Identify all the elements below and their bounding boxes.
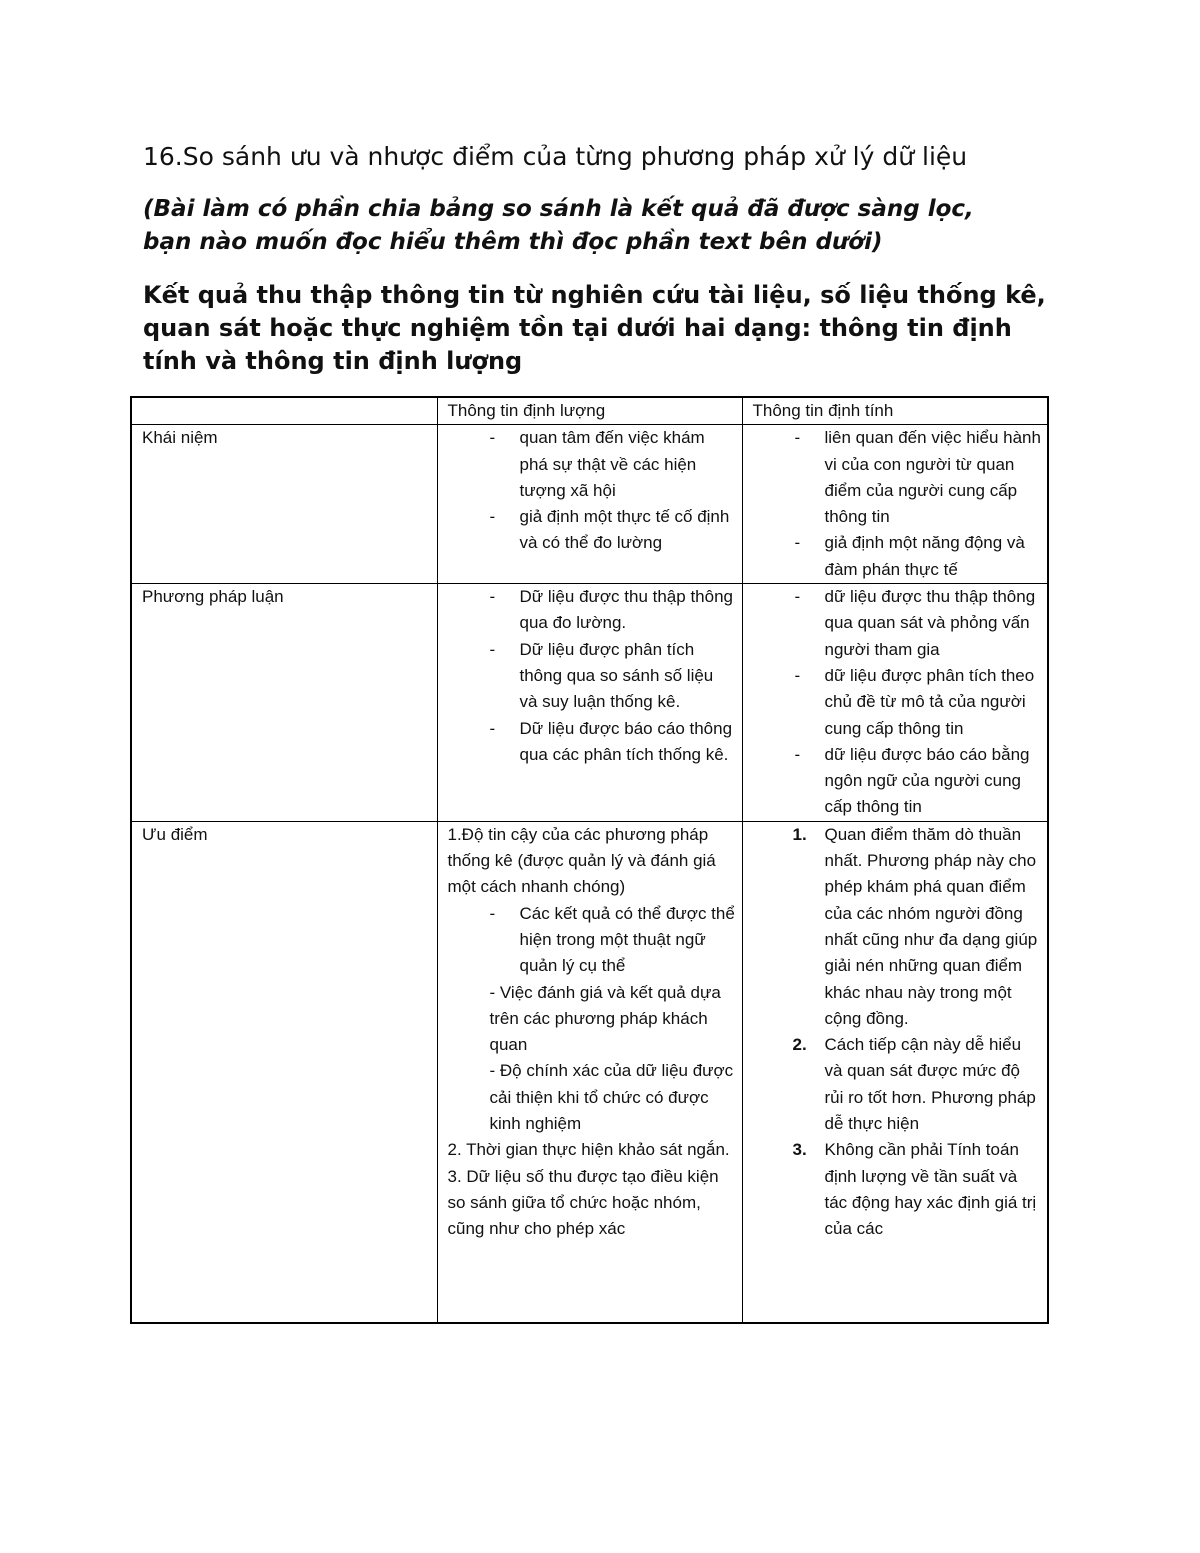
italic-note (143, 193, 1103, 259)
header-cell-empty (131, 397, 437, 425)
list-item (448, 901, 736, 980)
intro-line: Kết quả thu thập thông tin từ nghiên cứu tài liệu, số liệu thống kê, (143, 281, 1046, 309)
dash-marker: - (794, 744, 801, 764)
cell-methodology-qualitative (742, 584, 1048, 822)
comparison-table (130, 396, 1049, 1324)
cell-advantages-quantitative (437, 821, 742, 1323)
intro-line: quan sát hoặc thực nghiệm tồn tại dưới hai dạng: thông tin định (143, 314, 1012, 342)
number-marker: 3. (792, 1140, 807, 1160)
page-title: 16.So sánh ưu và nhược điểm của từng phương pháp xử lý dữ liệu (143, 142, 968, 171)
list-item (753, 742, 1042, 821)
list-item (753, 584, 1042, 663)
header-cell-quantitative: Thông tin định lượng (437, 397, 742, 425)
number-marker: 1. (792, 824, 807, 844)
list-item-text: giả định một thực tế cố định và có thể đo lường (519, 507, 730, 553)
list-item (448, 716, 736, 769)
cell-advantages-qualitative (742, 821, 1048, 1323)
list-item-text: giả định một năng động và đàm phán thực tế (824, 533, 1025, 579)
dash-marker: - (489, 639, 496, 659)
table-row (131, 425, 1048, 584)
dash-marker: - (794, 428, 801, 448)
header-cell-qualitative: Thông tin định tính (742, 397, 1048, 425)
list-item (448, 425, 736, 504)
row-label-methodology: Phương pháp luận (131, 584, 437, 822)
row-label-advantages: Ưu điểm (131, 821, 437, 1323)
list-item (753, 425, 1042, 530)
list-item-text: liên quan đến việc hiểu hành vi của con người từ quan điểm của người cung cấp thông tin (824, 428, 1041, 527)
list-item (753, 822, 1042, 1032)
dash-marker: - (489, 903, 496, 923)
table-header-row (131, 397, 1048, 425)
list-item-text: Dữ liệu được phân tích thông qua so sánh số liệu và suy luận thống kê. (519, 639, 714, 712)
indented-paragraph: - Độ chính xác của dữ liệu được cải thiện khi tổ chức có được kinh nghiệm (489, 1061, 734, 1134)
list-item-text: dữ liệu được báo cáo bằng ngôn ngữ của người cung cấp thông tin (824, 744, 1030, 817)
list-item (753, 1032, 1042, 1137)
dash-marker: - (794, 587, 801, 607)
list-item-text: dữ liệu được thu thập thông qua quan sát và phỏng vấn người tham gia (824, 587, 1036, 659)
dash-marker: - (794, 665, 801, 685)
list-item (753, 1137, 1042, 1242)
paragraph: 1.Độ tin cậy của các phương pháp thống kê (được quản lý và đánh giá một cách nhanh chóng) (447, 824, 716, 897)
paragraph: 3. Dữ liệu số thu được tạo điều kiện so sánh giữa tổ chức hoặc nhóm, cũng như cho phép xác (447, 1166, 719, 1239)
list-item-text: Quan điểm thăm dò thuần nhất. Phương pháp này cho phép khám phá quan điểm của các nhóm người đồng nhất cũng như đa dạng giúp giải nén những quan điểm khác nhau này trong một cộng đồng. (824, 824, 1038, 1028)
list-item-text: quan tâm đến việc khám phá sự thật về các hiện tượng xã hội (519, 428, 705, 500)
row-label-concept: Khái niệm (131, 425, 437, 584)
dash-marker: - (489, 718, 496, 738)
dash-marker: - (489, 428, 496, 448)
dash-marker: - (794, 533, 801, 553)
list-item-text: Các kết quả có thể được thể hiện trong một thuật ngữ quản lý cụ thể (519, 903, 735, 976)
list-item-text: dữ liệu được phân tích theo chủ đề từ mô tả của người cung cấp thông tin (824, 665, 1035, 738)
cell-methodology-quantitative (437, 584, 742, 822)
table-row (131, 821, 1048, 1323)
note-line: bạn nào muốn đọc hiểu thêm thì đọc phần text bên dưới) (143, 229, 883, 255)
indented-paragraph: - Việc đánh giá và kết quả dựa trên các phương pháp khách quan (489, 982, 721, 1055)
list-item-text: Dữ liệu được thu thập thông qua đo lường. (519, 587, 733, 633)
list-item (753, 663, 1042, 742)
dash-marker: - (489, 507, 496, 527)
list-item-text: Không cần phải Tính toán định lượng về tần suất và tác động hay xác định giá trị của các (824, 1140, 1037, 1239)
cell-concept-qualitative (742, 425, 1048, 584)
list-item (448, 584, 736, 637)
note-line: (Bài làm có phần chia bảng so sánh là kết quả đã được sàng lọc, (143, 196, 974, 222)
intro-paragraph (143, 279, 1103, 378)
list-item-text: Dữ liệu được báo cáo thông qua các phân tích thống kê. (519, 718, 733, 764)
paragraph: 2. Thời gian thực hiện khảo sát ngắn. (447, 1140, 730, 1160)
table-row (131, 584, 1048, 822)
list-item (753, 530, 1042, 583)
cell-concept-quantitative (437, 425, 742, 584)
list-item (448, 504, 736, 557)
number-marker: 2. (792, 1035, 807, 1055)
dash-marker: - (489, 587, 496, 607)
intro-line: tính và thông tin định lượng (143, 347, 523, 375)
list-item (448, 637, 736, 716)
list-item-text: Cách tiếp cận này dễ hiểu và quan sát được mức độ rủi ro tốt hơn. Phương pháp dễ thực hiện (824, 1035, 1036, 1134)
